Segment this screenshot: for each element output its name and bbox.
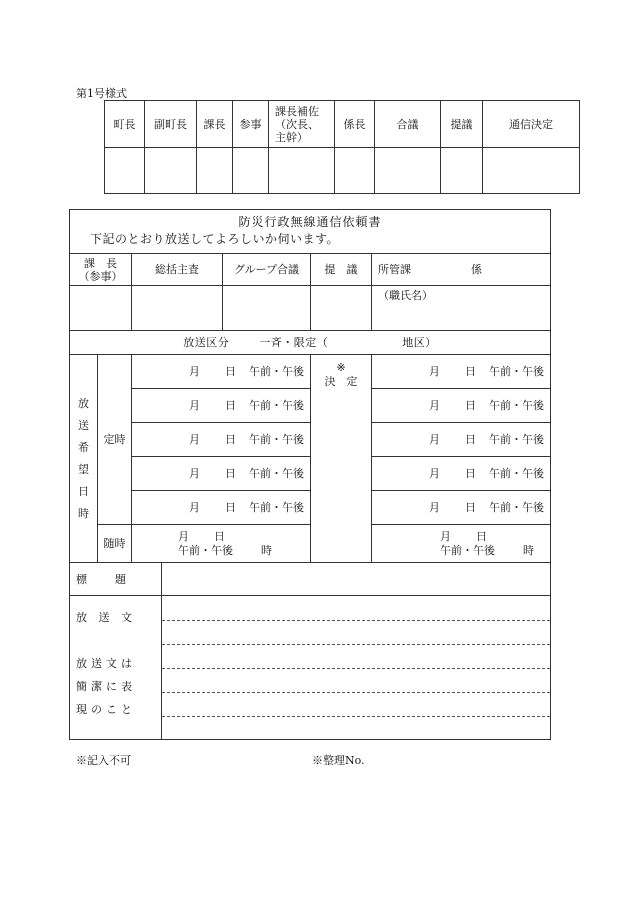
approval-col-sanji: 参事 (233, 101, 269, 148)
approval-col-tsushin-kettei: 通信決定 (483, 101, 580, 148)
form-number: 第1号様式 (76, 87, 127, 100)
ruled-line (162, 644, 550, 645)
form-title: 防災行政無線通信依頼書 (238, 215, 382, 229)
kettei-slot-1[interactable]: 月 日 午前・午後 (372, 355, 551, 389)
ruled-line (162, 716, 550, 717)
footer-seiri-no: ※整理No. (312, 754, 365, 767)
group-aigi-label: グループ合議 (223, 254, 311, 286)
zuiji-label: 随時 (98, 525, 132, 563)
kettei-slot-2[interactable]: 月 日 午前・午後 (372, 389, 551, 423)
approval-stamp[interactable] (269, 148, 335, 194)
approval-col-chocho: 町長 (105, 101, 145, 148)
hosobun-label: 放 送 文 放送文は 簡潔に表 現のこと (70, 596, 162, 740)
teiji-label: 定時 (98, 355, 132, 525)
approval-stamp[interactable] (335, 148, 375, 194)
hosobun-field[interactable] (162, 596, 551, 740)
kacho-stamp[interactable] (70, 286, 132, 331)
kettei-slot-5[interactable]: 月 日 午前・午後 (372, 491, 551, 525)
kettei-zuiji-slot[interactable]: 月 日 午前・午後 時 (372, 525, 551, 563)
teiji-slot-1[interactable]: 月 日 午前・午後 (132, 355, 311, 389)
kettei-slot-4[interactable]: 月 日 午前・午後 (372, 457, 551, 491)
approval-stamp[interactable] (375, 148, 441, 194)
teigi-stamp[interactable] (311, 286, 372, 331)
approval-col-aigi: 合議 (375, 101, 441, 148)
teiji-slot-2[interactable]: 月 日 午前・午後 (132, 389, 311, 423)
approval-col-kacho: 課長 (197, 101, 233, 148)
request-form (69, 209, 551, 740)
hyodai-field[interactable] (162, 563, 551, 596)
teiji-slot-4[interactable]: 月 日 午前・午後 (132, 457, 311, 491)
kibo-nichiji-label: 放 送 希 望 日 時 (70, 355, 98, 563)
form-title-block (70, 210, 551, 254)
approval-stamp[interactable] (197, 148, 233, 194)
approval-col-kacho-hosa: 課長補佐 （次長、 主幹） (269, 101, 335, 148)
kettei-column: ※ 決 定 (311, 355, 372, 563)
ruled-line (162, 620, 550, 621)
form-subtitle: 下記のとおり放送してよろしいか伺います。 (90, 232, 340, 246)
approval-stamp[interactable] (105, 148, 145, 194)
approval-stamp[interactable] (233, 148, 269, 194)
hyodai-label: 標 題 (70, 563, 162, 596)
shokan-label: 所管課 係 (372, 254, 551, 286)
shimei-field[interactable]: （職氏名） (372, 286, 551, 331)
approval-stamp[interactable] (145, 148, 197, 194)
approval-table (104, 100, 580, 194)
zuiji-slot[interactable]: 月 日 午前・午後 時 (132, 525, 311, 563)
approval-stamp[interactable] (483, 148, 580, 194)
approval-col-kakaricho: 係長 (335, 101, 375, 148)
approval-col-teigi: 提議 (441, 101, 483, 148)
teiji-slot-5[interactable]: 月 日 午前・午後 (132, 491, 311, 525)
teigi-label: 提 議 (311, 254, 372, 286)
hoso-kubun: 放送区分 一斉・限定（ 地区） (70, 331, 551, 355)
approval-col-fukuchocho: 副町長 (145, 101, 197, 148)
kettei-slot-3[interactable]: 月 日 午前・午後 (372, 423, 551, 457)
teiji-slot-3[interactable]: 月 日 午前・午後 (132, 423, 311, 457)
ruled-line (162, 692, 550, 693)
sokatsu-stamp[interactable] (132, 286, 223, 331)
ruled-line (162, 668, 550, 669)
group-aigi-stamp[interactable] (223, 286, 311, 331)
kacho-label: 課 長 （参事） (70, 254, 132, 286)
approval-stamp[interactable] (441, 148, 483, 194)
footer-kinyu-fuka: ※記入不可 (76, 754, 131, 767)
sokatsu-label: 総括主査 (132, 254, 223, 286)
